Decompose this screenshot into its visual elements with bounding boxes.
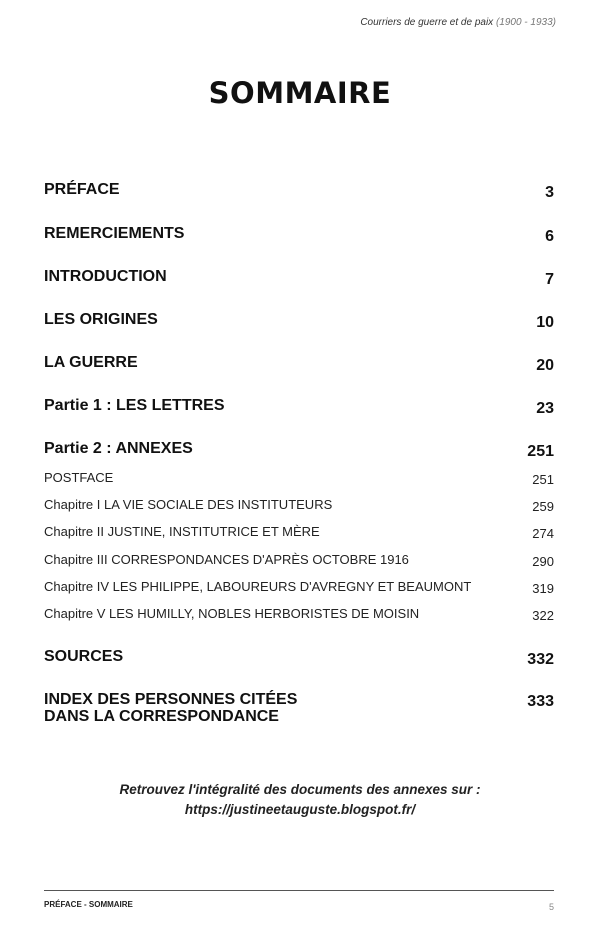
toc-entry-label: LA GUERRE	[44, 354, 138, 371]
footer-divider	[44, 890, 554, 891]
toc-entry-label: Chapitre V LES HUMILLY, NOBLES HERBORISTES DE MOISIN	[44, 606, 420, 621]
toc-entry-label: Chapitre III CORRESPONDANCES D'APRÈS OCTOBRE 1916	[44, 552, 409, 567]
annexes-note	[0, 780, 600, 820]
toc-entry-page: 319	[532, 581, 554, 596]
toc-entry-label: PRÉFACE	[44, 181, 120, 198]
footer-page-number: 5	[548, 902, 554, 912]
toc-entry-page: 6	[545, 228, 554, 245]
annexes-note-text: Retrouvez l'intégralité des documents des annexes sur :	[119, 782, 481, 797]
toc-entry-page: 3	[545, 184, 554, 201]
running-header	[360, 17, 556, 28]
toc-entry-page: 10	[536, 314, 554, 331]
toc-entry-label: LES ORIGINES	[44, 311, 158, 328]
toc-entry-page: 290	[532, 554, 554, 569]
toc-entry-label: Chapitre II JUSTINE, INSTITUTRICE ET MÈRE	[44, 524, 320, 539]
toc-entry-label: INTRODUCTION	[44, 268, 167, 285]
footer-section: PRÉFACE - SOMMAIRE	[44, 900, 133, 909]
toc-entry-page: 332	[527, 651, 554, 668]
toc-entry-page: 333	[527, 693, 554, 710]
toc-entry-page: 20	[536, 357, 554, 374]
toc-entry-label: Partie 1 : LES LETTRES	[44, 397, 225, 414]
toc-entry-label: POSTFACE	[44, 470, 114, 485]
toc-entry-page: 259	[532, 499, 554, 514]
toc-entry-page: 23	[536, 400, 554, 417]
toc-entry-page: 322	[532, 608, 554, 623]
annexes-note-link[interactable]: https://justineetauguste.blogspot.fr/	[184, 802, 416, 817]
toc-entry-label-line-1: INDEX DES PERSONNES CITÉES	[44, 691, 298, 708]
page-title: SOMMAIRE	[208, 76, 392, 110]
toc-entry-label: Chapitre I LA VIE SOCIALE DES INSTITUTEURS	[44, 497, 333, 512]
running-header-years: (1900 - 1933)	[495, 17, 556, 28]
running-header-title: Courriers de guerre et de paix	[360, 17, 494, 28]
toc-entry-page: 251	[527, 443, 554, 460]
toc-entry-label-line-2: DANS LA CORRESPONDANCE	[44, 708, 279, 725]
toc-entry-page: 251	[532, 472, 554, 487]
toc-entry-label	[44, 691, 444, 725]
toc-entry-page: 274	[532, 526, 554, 541]
toc-entry-label: Partie 2 : ANNEXES	[44, 440, 193, 457]
toc-entry-page: 7	[545, 271, 554, 288]
toc-entry-label: Chapitre IV LES PHILIPPE, LABOUREURS D'AVREGNY ET BEAUMONT	[44, 579, 472, 594]
toc-entry-label: SOURCES	[44, 648, 124, 665]
toc-entry-label: REMERCIEMENTS	[44, 225, 185, 242]
